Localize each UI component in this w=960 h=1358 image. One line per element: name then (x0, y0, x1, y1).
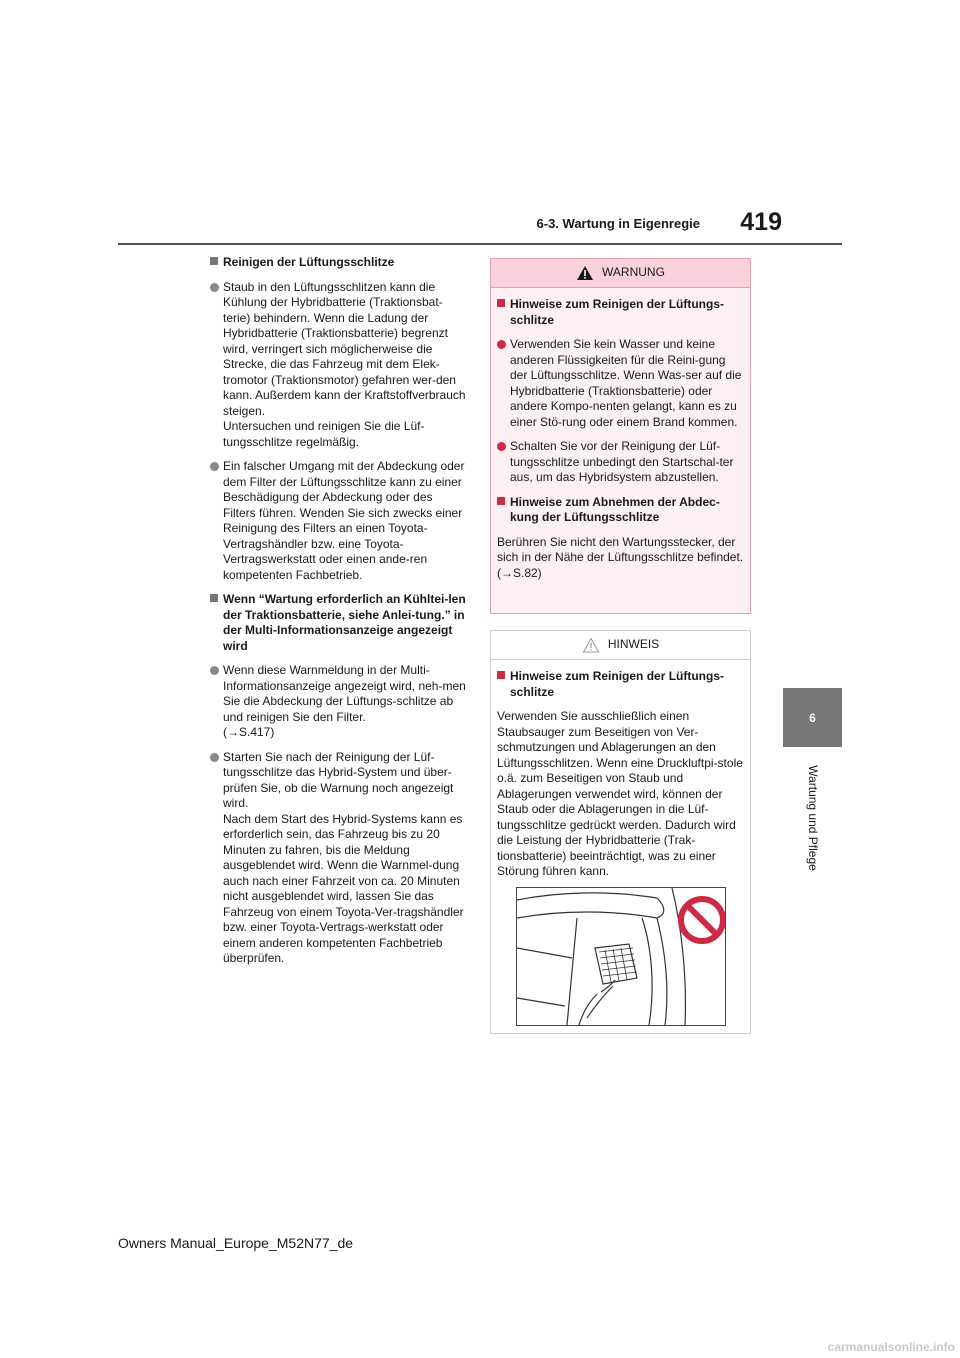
bullet-item: Ein falscher Umgang mit der Abdeckung oder dem Filter der Lüftungsschlitze kann zu einer Beschädigung der Abdeckung oder des Filters führen. Wenden Sie sich zwecks einer Reinigung des Filters an einen Toyota-Vertragshändler bzw. eine Toyota-Vertragswerkstatt oder einen ande-ren kompetenten Fachbetrieb. (210, 459, 468, 583)
left-column (210, 255, 468, 976)
chapter-tab (783, 688, 842, 747)
warning-title: WARNUNG (602, 265, 665, 280)
footer-text: Owners Manual_Europe_M52N77_de (118, 1235, 354, 1251)
warning-heading-cover: Hinweise zum Abnehmen der Abdec-kung der Lüftungsschlitze (497, 495, 744, 526)
warning-text: Berühren Sie nicht den Wartungsstecker, der sich in der Nähe der Lüftungsschlitze befindet. (→S.82) (497, 534, 744, 580)
heading-cleaning: Reinigen der Lüftungsschlitze (210, 255, 468, 271)
chapter-label-text: Wartung und Pflege (805, 764, 820, 871)
warning-header (491, 259, 750, 288)
illustration-drawing (517, 888, 725, 1025)
vent-cleaning-illustration (516, 887, 726, 1026)
caution-triangle-icon (582, 637, 600, 653)
warning-heading-cleaning: Hinweise zum Reinigen der Lüftungs-schlitze (497, 297, 744, 328)
square-bullet-icon (497, 671, 505, 679)
notice-header (491, 631, 750, 660)
chapter-number: 6 (809, 710, 816, 725)
bullet-item: Staub in den Lüftungsschlitzen kann die Kühlung der Hybridbatterie (Traktionsbat-terie) behindern. Wenn die Ladung der Hybridbatterie (Traktionsbatterie) begrenzt wird, verringert sich möglicherweise die Strecke, die das Fahrzeug mit dem Elek-tromotor (Traktionsmotor) gefahren wer-den kann. Außerdem kann der Kraftstoffverbrauch steigen. Untersuchen und reinigen Sie die Lüf-tungsschlitze regelmäßig. (210, 280, 468, 451)
square-bullet-icon (497, 497, 505, 505)
warning-triangle-icon (576, 265, 594, 281)
square-bullet-icon (210, 594, 218, 602)
bullet-item: Wenn diese Warnmeldung in der Multi-Informationsanzeige angezeigt wird, neh-men Sie die Abdeckung der Lüftungs-schlitze ab und reinigen Sie den Filter. (→S.417) (210, 663, 468, 741)
watermark: carmanualsonline.info (827, 1340, 955, 1354)
square-bullet-icon (497, 299, 505, 307)
bullet-item: Verwenden Sie kein Wasser und keine anderen Flüssigkeiten für die Reini-gung der Lüftungsschlitze. Wenn Was-ser auf die Hybridbatterie (Traktionsbatterie) oder andere Kompo-nenten gelangt, kann es zu einer Stö-rung oder einem Brand kommen. (497, 337, 744, 430)
notice-title: HINWEIS (607, 637, 660, 652)
square-bullet-icon (210, 257, 218, 265)
chapter-label (783, 755, 842, 880)
header-divider (118, 243, 842, 245)
notice-text: Verwenden Sie ausschließlich einen Staubsauger zum Beseitigen von Ver-schmutzungen und Ablagerungen an den Lüftungsschlitzen. Wenn eine Druckluftpi-stole o.ä. zum Beseitigen von Staub und Ablagerungen verwendet wird, können der Staub oder die Ablagerungen in die Lüf-tungsschlitze gedrückt werden. Dadurch wird die Leistung der Hybridbatterie (Trak-tionsbatterie) beeinträchtigt, was zu einer Störung führen kann. (497, 709, 743, 878)
warning-box (490, 258, 751, 614)
section-title: 6-3. Wartung in Eigenregie (536, 216, 700, 231)
heading-warning-message: Wenn “Wartung erforderlich an Kühltei-len der Traktionsbatterie, siehe Anlei-tung.” in der Multi-Informationsanzeige angezeigt wird (210, 592, 468, 654)
bullet-item: Schalten Sie vor der Reinigung der Lüf-tungsschlitze unbedingt den Startschal-ter aus, um das Hybridsystem abzustellen. (497, 439, 744, 486)
notice-heading: Hinweise zum Reinigen der Lüftungs-schlitze (497, 669, 744, 700)
page-number: 419 (740, 208, 782, 236)
bullet-item: Starten Sie nach der Reinigung der Lüf-tungsschlitze das Hybrid-System und über-prüfen Sie, ob die Warnung noch angezeigt wird. Nach dem Start des Hybrid-Systems kann es erforderlich sein, das Fahrzeug bis zu 20 Minuten zu fahren, bis die Meldung ausgeblendet wird. Wenn die Warnmel-dung auch nach einer Fahrzeit von ca. 20 Minuten nicht ausgeblendet wird, lassen Sie das Fahrzeug von einem Toyota-Ver-tragshändler bzw. einer Toyota-Vertrags-werkstatt oder einem anderen kompetenten Fachbetrieb überprüfen. (210, 750, 468, 967)
